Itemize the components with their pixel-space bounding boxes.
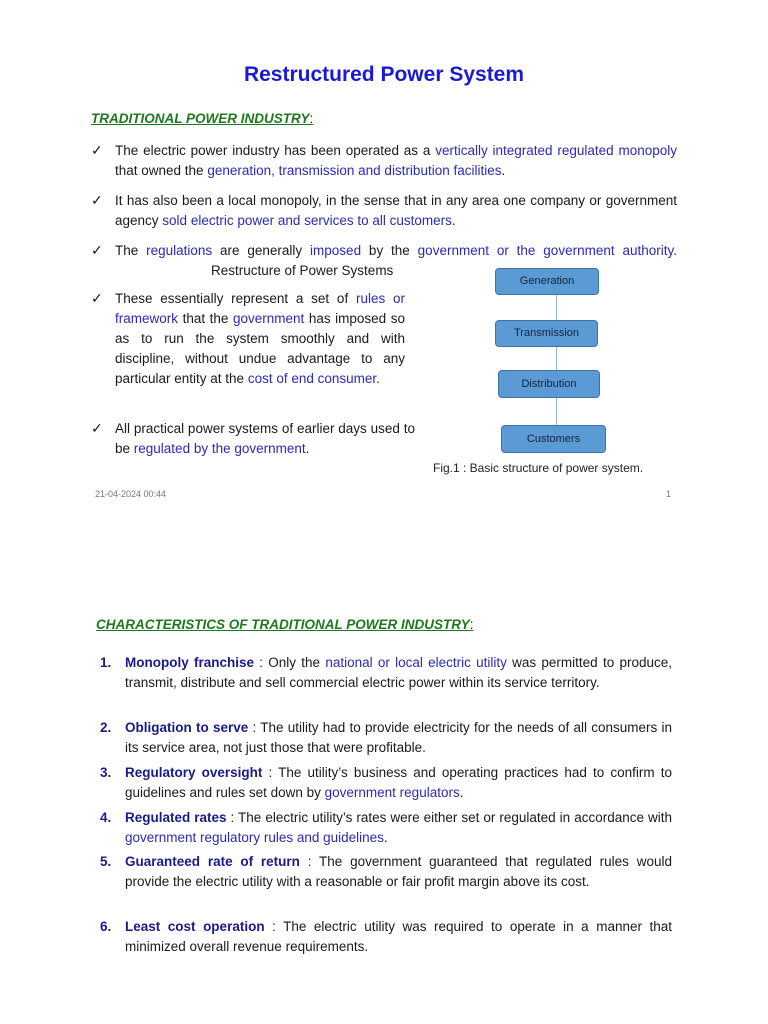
- text-run: These essentially represent a set of: [115, 291, 356, 306]
- characteristic-term: Monopoly franchise: [125, 655, 255, 670]
- item-number: 1.: [100, 655, 112, 670]
- footer-page-number: 1: [666, 489, 672, 499]
- bullet-text: [115, 193, 677, 228]
- text-run: are generally: [212, 243, 311, 258]
- item-text: [125, 718, 672, 758]
- item-text: [125, 917, 672, 957]
- highlighted-text: sold electric power and services to all customers: [162, 213, 452, 228]
- text-run: was permitted to produce, transmit, distribute and sell commercial electric power within its service territory.: [125, 655, 672, 690]
- text-run: All practical power systems of earlier days used to be: [115, 421, 415, 456]
- bullet-text: [115, 243, 677, 258]
- section-heading-characteristics: CHARACTERISTICS OF TRADITIONAL POWER INDUSTRY:: [96, 617, 474, 632]
- highlighted-text: regulated by the government: [133, 441, 306, 456]
- highlighted-text: national or local electric utility: [325, 655, 507, 670]
- highlighted-text: generation, transmission and distribution facilities: [207, 163, 502, 178]
- text-run: .: [451, 213, 456, 228]
- item-number: 5.: [100, 854, 112, 869]
- text-run: : The government guaranteed that regulated rules would provide the electric utility with a reasonable or fair profit margin above its cost.: [125, 854, 672, 889]
- text-run: .: [383, 830, 388, 845]
- highlighted-text: government or the government authority: [417, 243, 674, 258]
- highlighted-text: vertically integrated regulated monopoly: [435, 143, 677, 158]
- text-run: : The utility’s business and operating practices had to confirm to guidelines and rules set down by: [125, 765, 672, 800]
- box-customers: Customers: [501, 425, 606, 453]
- list-item-monopoly-franchise: [100, 653, 672, 693]
- bullet-text: [115, 143, 677, 178]
- highlighted-text: government regulators: [324, 785, 460, 800]
- text-run: It has also been a local monopoly, in the sense that in any area one company or government agency: [115, 193, 677, 228]
- item-number: 4.: [100, 810, 112, 825]
- figure-caption: Fig.1 : Basic structure of power system.: [433, 461, 644, 475]
- item-number: 3.: [100, 765, 112, 780]
- page-title: Restructured Power System: [243, 63, 525, 86]
- footer-date: 21-04-2024 00:44: [95, 489, 167, 499]
- text-run: The: [115, 243, 147, 258]
- list-item-regulatory-oversight: [100, 763, 672, 803]
- checkmark-icon: ✓: [91, 242, 103, 258]
- box-generation: Generation: [495, 268, 599, 295]
- text-run: : Only the: [254, 655, 326, 670]
- diagram-title: Restructure of Power Systems: [211, 263, 394, 278]
- list-item-regulated-rates: [100, 808, 672, 848]
- text-run: that the: [178, 311, 233, 326]
- box-transmission: Transmission: [495, 320, 598, 347]
- section-heading-traditional: TRADITIONAL POWER INDUSTRY:: [91, 111, 314, 126]
- text-run: : The electric utility was required to operate in a manner that minimized overall revenue requirements.: [125, 919, 673, 954]
- characteristic-term: Guaranteed rate of return: [125, 854, 300, 869]
- connector-line: [556, 294, 557, 322]
- text-run: The electric power industry has been operated as a: [115, 143, 436, 158]
- item-number: 2.: [100, 720, 112, 735]
- bullet-rules-framework: [91, 289, 405, 389]
- checkmark-icon: ✓: [91, 420, 103, 436]
- characteristic-term: Obligation to serve: [125, 720, 249, 735]
- text-run: that owned the: [115, 163, 208, 178]
- item-number: 6.: [100, 919, 112, 934]
- text-run: .: [459, 785, 464, 800]
- list-item-least-cost: [100, 917, 672, 957]
- characteristic-term: Regulated rates: [125, 810, 227, 825]
- connector-line: [556, 346, 557, 372]
- text-run: .: [501, 163, 506, 178]
- item-text: [125, 653, 672, 693]
- bullet-text: [115, 421, 415, 456]
- highlighted-text: cost of end consumer: [247, 371, 377, 386]
- text-run: .: [376, 371, 380, 386]
- power-structure-diagram: [480, 262, 630, 462]
- checkmark-icon: ✓: [91, 192, 103, 208]
- item-text: [125, 852, 672, 892]
- text-run: : The utility had to provide electricity for the needs of all consumers in its service area, not just those that were profitable.: [125, 720, 672, 755]
- list-item-obligation-to-serve: [100, 718, 672, 758]
- item-text: [125, 808, 672, 848]
- connector-line: [556, 397, 557, 425]
- text-run: .: [305, 441, 310, 456]
- checkmark-icon: ✓: [91, 142, 103, 158]
- characteristic-term: Regulatory oversight: [125, 765, 263, 780]
- highlighted-text: government regulatory rules and guidelines: [125, 830, 384, 845]
- bullet-vertically-integrated: [91, 141, 677, 181]
- bullet-local-monopoly: [91, 191, 677, 231]
- highlighted-text: government: [232, 311, 305, 326]
- text-run: : The electric utility’s rates were either set or regulated in accordance with: [226, 810, 672, 825]
- text-run: by the: [361, 243, 418, 258]
- bullet-practical-systems: [91, 419, 415, 459]
- highlighted-text: rules or framework: [115, 291, 405, 326]
- item-text: [125, 763, 672, 803]
- highlighted-text: imposed: [310, 243, 362, 258]
- text-run: has imposed so as to run the system smoothly and with discipline, without undue advantage to any particular entity at the: [115, 311, 405, 386]
- text-run: .: [673, 243, 677, 258]
- bullet-text: [115, 291, 405, 386]
- characteristic-term: Least cost operation: [125, 919, 265, 934]
- checkmark-icon: ✓: [91, 290, 103, 306]
- list-item-guaranteed-return: [100, 852, 672, 892]
- box-distribution: Distribution: [498, 370, 600, 398]
- highlighted-text: regulations: [146, 243, 213, 258]
